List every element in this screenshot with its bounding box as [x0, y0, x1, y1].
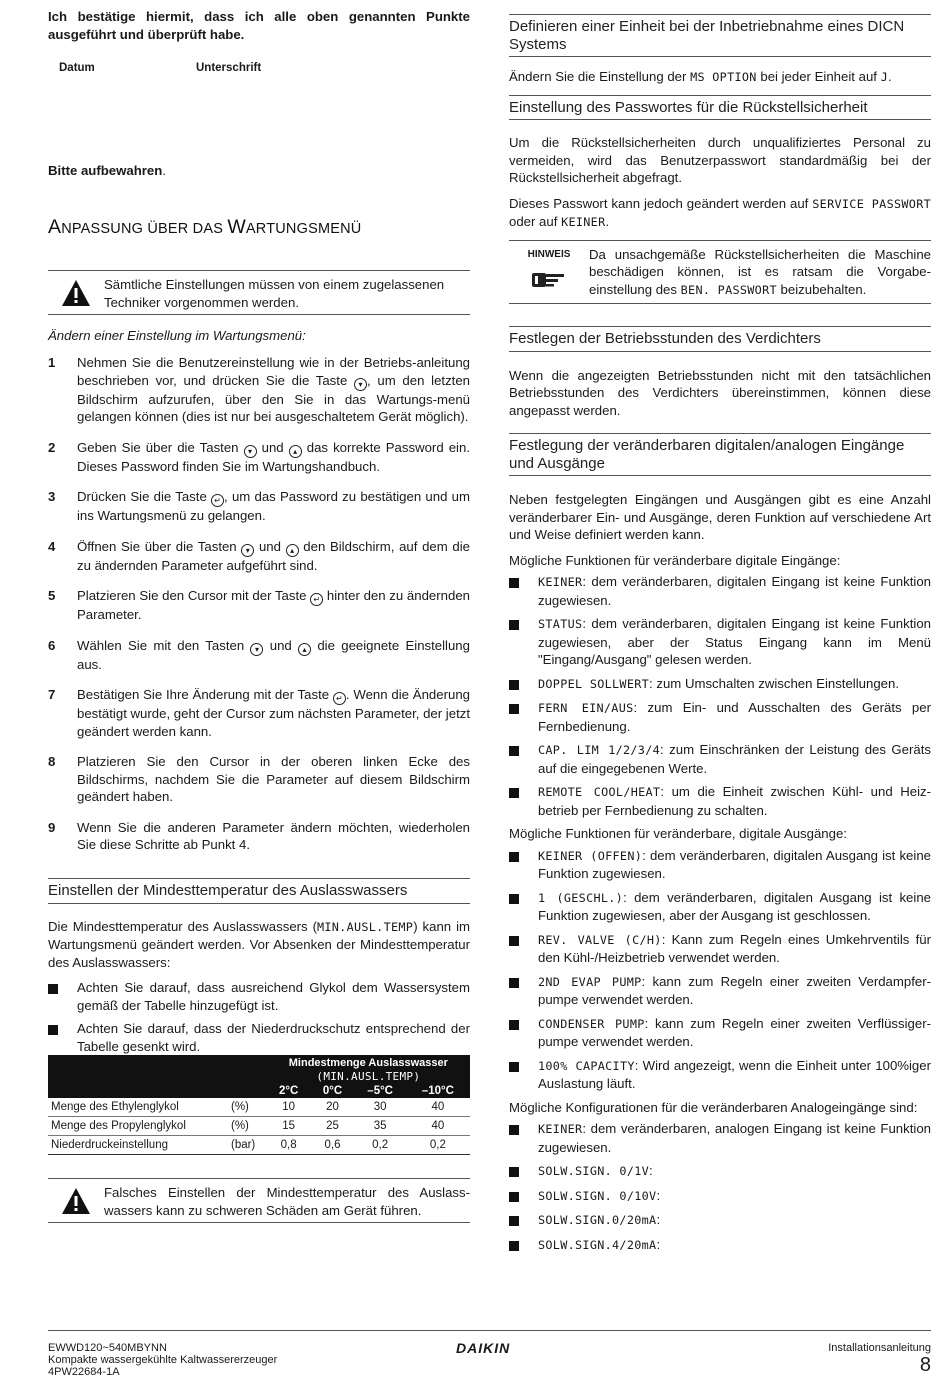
- bullet-square-icon: [509, 1187, 538, 1206]
- option-description: : dem veränderbaren, digitalen Ausgang ist keine Funktion zugewiesen.: [538, 847, 931, 881]
- list-item: [509, 615, 931, 669]
- option-description: : zum Ein- und Ausschalten des Geräts per Fernbedienung.: [538, 700, 931, 734]
- step-number: 6: [48, 637, 56, 653]
- bullet-square-icon: [48, 1020, 77, 1055]
- analog-inputs-list: [509, 1120, 931, 1254]
- warning-box-min-temp: [48, 1178, 470, 1223]
- warning-icon: [48, 1187, 104, 1215]
- pointing-hand-icon: [509, 269, 589, 298]
- step-number: 2: [48, 439, 56, 455]
- procedure-step: [48, 538, 470, 575]
- min-temp-paragraph: Die Mindesttemperatur des Auslasswassers (MIN.AUSL.TEMP) kann im Wartungsmenü geändert werden. Vor Absenken der Mindesttemperatur des Auslasswassers:: [48, 918, 470, 970]
- list-item-text: [538, 1015, 931, 1051]
- keep-tail: .: [162, 163, 166, 178]
- bullet-text: Achten Sie darauf, dass der Niederdruckschutz entsprechend der Tabelle gesenkt wird.: [77, 1021, 470, 1054]
- procedure-steps: [48, 354, 470, 867]
- key-icon: ▴: [289, 445, 302, 458]
- step-text-a: Nehmen Sie die Benutzereinstellung wie in der Betriebs-anleitung beschrieben vor, und drücken Sie die Taste: [77, 355, 470, 388]
- option-code: 1 (GESCHL.): [538, 890, 624, 905]
- option-code: CONDENSER PUMP: [538, 1016, 645, 1031]
- step-text-a: Platzieren Sie den Cursor mit der Taste: [77, 588, 311, 603]
- list-item-text: [538, 1120, 931, 1156]
- step-number: 1: [48, 355, 56, 370]
- option-code: STATUS: [538, 617, 583, 631]
- step-text-b: . Wenn die Änderung bestätigt wurde, geht der Cursor zum nächsten Parameter, der jetzt geändert werden kann.: [77, 687, 470, 739]
- option-description: : Kann zum Regeln eines Umkehrventils für den Kühl-/Heizbetrieb verwendet werden.: [538, 931, 932, 965]
- password-paragraph-2: Dieses Passwort kann jedoch geändert werden auf SERVICE PASSWORT oder auf KEINER.: [509, 195, 932, 229]
- di-title: Mögliche Funktionen für veränderbare digitale Eingänge:: [509, 552, 841, 568]
- list-item-text: [538, 741, 931, 777]
- list-item-text: [538, 931, 931, 967]
- product-description: Kompakte wassergekühlte Kaltwassererzeuger: [48, 1354, 278, 1366]
- section-title: ANPASSUNG ÜBER DAS WARTUNGSMENÜ: [48, 216, 362, 238]
- step-text-b: , um das Password zu bestätigen und um ins Wartungsmenü zu gelangen.: [77, 489, 470, 523]
- list-item: [509, 675, 931, 694]
- bullet-square-icon: [509, 973, 538, 1009]
- option-description: : dem veränderbaren, digitalen Ausgang ist keine Funktion zugewiesen, aber der Ausgang ist geschlossen.: [538, 889, 931, 923]
- bullet-square-icon: [509, 741, 538, 777]
- hint-text: Da unsachgemäße Rückstellsicherheiten die Maschine beschädigen können, ist es ratsam die Vorgabe-einstellung des BEN. PASSWORT beizubehalten.: [589, 246, 931, 297]
- step-text: [77, 637, 470, 674]
- step-text: [77, 753, 470, 806]
- list-item-text: [538, 1187, 931, 1206]
- row-unit: (%): [228, 1117, 267, 1136]
- option-code: REMOTE COOL/HEAT: [538, 785, 661, 799]
- step-text: [77, 439, 470, 476]
- option-description: : zum Einschränken der Leistung des Geräts auf die eingegebenen Werte.: [538, 742, 931, 776]
- list-item-text: [538, 1211, 931, 1230]
- list-item-text: [538, 1236, 931, 1255]
- row-label: Menge des Ethylenglykol: [48, 1098, 228, 1117]
- procedure-step: [48, 439, 470, 476]
- do-title: Mögliche Funktionen für veränderbare, digitale Ausgänge:: [509, 826, 847, 841]
- option-code: 2ND EVAP PUMP: [538, 974, 642, 989]
- step-text-a: Wenn Sie die anderen Parameter ändern möchten, wiederholen Sie diese Schritte ab Punkt 4.: [77, 819, 470, 852]
- doc-type: Installationsanleitung: [828, 1342, 931, 1354]
- option-code: REV. VALVE (C/H): [538, 932, 662, 947]
- bullet-square-icon: [509, 783, 538, 819]
- step-text-a: Öffnen Sie über die Tasten: [77, 538, 242, 554]
- list-item: [509, 973, 931, 1009]
- hours-heading: Festlegen der Betriebsstunden des Verdichters: [509, 326, 931, 352]
- bullet-square-icon: [509, 1015, 538, 1051]
- key-icon: ↵: [211, 494, 224, 507]
- step-number: 8: [48, 754, 56, 769]
- page-footer: [48, 1330, 931, 1378]
- list-item-text: [538, 783, 931, 819]
- io-paragraph: Neben festgelegten Eingängen und Ausgängen gibt es eine Anzahl veränderbarer Ein- und Ausgänge, deren Funktion auf verschiedene Art und Weise definiert werden kann.: [509, 492, 931, 542]
- dicn-paragraph: Ändern Sie die Einstellung der MS OPTION bei jeder Einheit auf J.: [509, 69, 892, 84]
- min-temp-bullets: [48, 979, 470, 1055]
- table-row: [48, 1117, 470, 1136]
- list-item: [509, 741, 931, 777]
- step-number: 3: [48, 489, 56, 504]
- warning-box-settings: [48, 270, 470, 315]
- procedure-step: [48, 587, 470, 624]
- step-text: [77, 819, 470, 854]
- glycol-table: [48, 1055, 470, 1155]
- row-unit: (bar): [228, 1136, 267, 1155]
- list-item: [509, 1015, 931, 1051]
- list-item: [509, 889, 931, 925]
- step-text-a: Bestätigen Sie Ihre Änderung mit der Taste: [77, 687, 333, 702]
- cell-value: 20: [311, 1098, 355, 1117]
- list-item: [509, 1211, 931, 1230]
- bullet-square-icon: [509, 573, 538, 609]
- list-item-text: [538, 699, 931, 735]
- list-item: [509, 783, 931, 819]
- document-number: 4PW22684-1A: [48, 1366, 120, 1378]
- cell-value: 25: [311, 1117, 355, 1136]
- bullet-square-icon: [509, 699, 538, 735]
- cell-value: 0,2: [406, 1136, 470, 1155]
- bullet-text: Achten Sie darauf, dass ausreichend Glykol dem Wassersystem gemäß der Tabelle hinzugefügt ist.: [77, 980, 470, 1013]
- warning-icon: [48, 279, 104, 307]
- step-text: [77, 538, 470, 575]
- key-icon: ▾: [250, 643, 263, 656]
- list-item-text: [538, 675, 931, 694]
- step-text-b: hinter den zu ändernden Parameter.: [77, 588, 470, 622]
- list-item-text: [538, 889, 931, 925]
- step-text-a: Geben Sie über die Tasten: [77, 439, 244, 455]
- list-item: [509, 1057, 931, 1093]
- option-description: : kann zum Regeln einer zweiten Verflüssiger-pumpe verwendet werden.: [538, 1015, 931, 1049]
- row-unit: (%): [228, 1098, 267, 1117]
- step-text: [77, 488, 470, 525]
- option-code: SOLW.SIGN.0/20mA: [538, 1213, 657, 1227]
- procedure-step: [48, 637, 470, 674]
- step-text-b: das korrekte Password ein. Dieses Password finden Sie im Wartungshandbuch.: [77, 439, 470, 474]
- bullet-square-icon: [509, 1057, 538, 1093]
- model-number: EWWD120~540MBYNN: [48, 1342, 167, 1354]
- option-code: SOLW.SIGN. 0/1V: [538, 1164, 650, 1178]
- bullet-item: [48, 1020, 470, 1055]
- list-item: [509, 1187, 931, 1206]
- option-description: :: [656, 1236, 661, 1252]
- list-item: [509, 847, 931, 883]
- bullet-square-icon: [509, 931, 538, 967]
- procedure-step: [48, 686, 470, 740]
- procedure-step: [48, 819, 470, 854]
- table-column-header: –5°C: [355, 1084, 406, 1098]
- list-item: [509, 573, 931, 609]
- bullet-square-icon: [509, 1162, 538, 1181]
- ai-title: Mögliche Konfigurationen für die veränderbaren Analogeingänge sind:: [509, 1099, 918, 1115]
- cell-value: 0,2: [355, 1136, 406, 1155]
- step-number: 5: [48, 588, 56, 603]
- keep-note: [48, 162, 166, 180]
- option-description: : zum Umschalten zwischen Einstellungen.: [649, 675, 899, 691]
- list-item: [509, 1162, 931, 1181]
- step-text-a: Platzieren Sie den Cursor in der oberen linken Ecke des Bildschirms, nachdem Sie die Parameter auf diesem Bildschirm geändert haben.: [77, 754, 470, 804]
- step-number: 9: [48, 819, 56, 835]
- option-description: :: [656, 1212, 661, 1227]
- list-item-text: [538, 1162, 931, 1181]
- min-temp-heading: Einstellen der Mindesttemperatur des Auslasswassers: [48, 878, 470, 904]
- confirmation-text: Ich bestätige hiermit, dass ich alle oben genannten Punkte ausgeführt und überprüft habe.: [48, 9, 470, 42]
- min-temp-section: [48, 878, 470, 1061]
- cell-value: 40: [406, 1117, 470, 1136]
- table-row: [48, 1136, 470, 1155]
- option-code: 100% CAPACITY: [538, 1058, 635, 1073]
- option-code: KEINER (OFFEN): [538, 848, 643, 863]
- list-item: [509, 699, 931, 735]
- cell-value: 15: [267, 1117, 311, 1136]
- signature-label: Unterschrift: [196, 62, 262, 74]
- daikin-logo: DAIKIN: [456, 1340, 511, 1356]
- option-description: : Wird angezeigt, wenn die Einheit unter 100%iger Auslastung läuft.: [538, 1057, 931, 1091]
- step-text-mid: und: [256, 439, 289, 455]
- bullet-item: [48, 979, 470, 1014]
- io-heading: Festlegung der veränderbaren digitalen/analogen Eingänge und Ausgänge: [509, 433, 931, 476]
- option-description: : dem veränderbaren, digitalen Eingang ist keine Funktion zugewiesen.: [538, 574, 931, 608]
- option-code: CAP. LIM 1/2/3/4: [538, 743, 661, 757]
- step-number: 4: [48, 538, 56, 554]
- option-description: : kann zum Regeln einer zweiten Verdampfer-pumpe verwendet werden.: [538, 973, 931, 1007]
- table-column-header: 2°C: [267, 1084, 311, 1098]
- footer-right: [828, 1342, 931, 1376]
- warning-text-settings: Sämtliche Einstellungen müssen von einem zugelassenen Techniker vorgenommen werden.: [104, 277, 445, 310]
- step-text-b: die geeignete Einstellung aus.: [77, 637, 470, 672]
- password-heading: Einstellung des Passwortes für die Rückstellsicherheit: [509, 95, 931, 121]
- cell-value: 0,8: [267, 1136, 311, 1155]
- list-item: [509, 1120, 931, 1156]
- cell-value: 35: [355, 1117, 406, 1136]
- password-paragraph-1: Um die Rückstellsicherheiten durch unqualifiziertes Personal zu vermeiden, wird das Benutzerpasswort standardmäßig bei der Rückstellsicherheit abgefragt.: [509, 135, 931, 185]
- cell-value: 40: [406, 1098, 470, 1117]
- option-code: SOLW.SIGN.4/20mA: [538, 1237, 657, 1252]
- step-text: [77, 686, 470, 740]
- step-text: [77, 354, 470, 426]
- page-number: 8: [919, 1354, 931, 1376]
- list-item-text: [538, 1057, 931, 1093]
- bullet-square-icon: [509, 1120, 538, 1156]
- digital-outputs-list: [509, 847, 931, 1093]
- bullet-square-icon: [509, 615, 538, 669]
- table-title: Mindestmenge Auslasswasser (MIN.AUSL.TEMP): [267, 1055, 470, 1084]
- step-text-mid: und: [254, 538, 286, 554]
- option-code: SOLW.SIGN. 0/10V: [538, 1188, 657, 1203]
- option-code: KEINER: [538, 575, 583, 589]
- list-item-text: [538, 973, 931, 1009]
- cell-value: 0,6: [311, 1136, 355, 1155]
- option-code: FERN EIN/AUS: [538, 701, 634, 715]
- key-icon: ↵: [310, 593, 323, 606]
- dicn-heading: Definieren einer Einheit bei der Inbetriebnahme eines DICN Systems: [509, 14, 931, 57]
- key-icon: ▴: [286, 544, 299, 557]
- option-code: DOPPEL SOLLWERT: [538, 676, 650, 691]
- cell-value: 10: [267, 1098, 311, 1117]
- hint-label: HINWEIS: [527, 248, 571, 260]
- table-column-header: 0°C: [311, 1084, 355, 1098]
- option-description: : dem veränderbaren, digitalen Eingang ist keine Funktion zugewiesen, aber der Status Eingang kann im Menü "Eingang/Ausgang" gelesen werden.: [538, 616, 931, 667]
- step-text-b: den Bildschirm, auf dem die zu ändernden Parameter aufgeführt sind.: [77, 538, 470, 573]
- step-text: [77, 587, 470, 624]
- bullet-square-icon: [48, 979, 77, 1014]
- warning-text-min-temp: Falsches Einstellen der Mindesttemperatur des Auslass-wassers kann zu schweren Schäden am Gerät führen.: [104, 1185, 470, 1218]
- procedure-step: [48, 488, 470, 525]
- option-code: KEINER: [538, 1122, 583, 1136]
- option-description: :: [649, 1163, 653, 1178]
- hours-paragraph: Wenn die angezeigten Betriebsstunden nicht mit den tatsächlichen Betriebsstunden des Verdichters übereinstimmen, können diese angepasst werden.: [509, 367, 931, 418]
- step-text-a: Wählen Sie mit den Tasten: [77, 637, 251, 653]
- procedure-step: [48, 753, 470, 806]
- list-item: [509, 1236, 931, 1255]
- hint-box: [509, 240, 931, 305]
- bullet-square-icon: [509, 847, 538, 883]
- table-row: [48, 1098, 470, 1117]
- bullet-square-icon: [509, 1211, 538, 1230]
- option-description: : um die Einheit zwischen Kühl- und Heiz-betrieb per Fernbedienung zu schalten.: [538, 784, 931, 818]
- keep-bold: Bitte aufbewahren: [48, 163, 163, 178]
- key-icon: ▾: [244, 445, 257, 458]
- list-item: [509, 931, 931, 967]
- key-icon: ▴: [298, 643, 311, 656]
- bullet-square-icon: [509, 675, 538, 694]
- digital-inputs-list: [509, 573, 931, 819]
- key-icon: ▾: [241, 544, 254, 557]
- step-text-b: , um den letzten Bildschirm aufzurufen, über den Sie in das Wartungs-menü gelangen können (dies ist nur bei ausgeschaltetem Gerät möglich).: [77, 372, 470, 424]
- bullet-square-icon: [509, 889, 538, 925]
- cell-value: 30: [355, 1098, 406, 1117]
- table-column-header: –10°C: [406, 1084, 470, 1098]
- key-icon: ▾: [354, 378, 367, 391]
- step-number: 7: [48, 687, 56, 702]
- right-column: [509, 14, 931, 1260]
- row-label: Menge des Propylenglykol: [48, 1117, 228, 1136]
- procedure-intro: Ändern einer Einstellung im Wartungsmenü:: [48, 328, 306, 343]
- procedure-step: [48, 354, 470, 426]
- hint-label-block: [509, 246, 589, 300]
- footer-left: [48, 1342, 277, 1378]
- list-item-text: [538, 573, 931, 609]
- step-text-a: Drücken Sie die Taste: [77, 489, 212, 504]
- list-item-text: [538, 847, 931, 883]
- list-item-text: [538, 615, 931, 669]
- bullet-square-icon: [509, 1236, 538, 1255]
- option-description: :: [656, 1187, 661, 1203]
- row-label: Niederdruckeinstellung: [48, 1136, 228, 1155]
- option-description: : dem veränderbaren, analogen Eingang ist keine Funktion zugewiesen.: [538, 1121, 931, 1155]
- date-label: Datum: [59, 62, 95, 74]
- key-icon: ↵: [333, 692, 346, 705]
- step-text-mid: und: [263, 637, 299, 653]
